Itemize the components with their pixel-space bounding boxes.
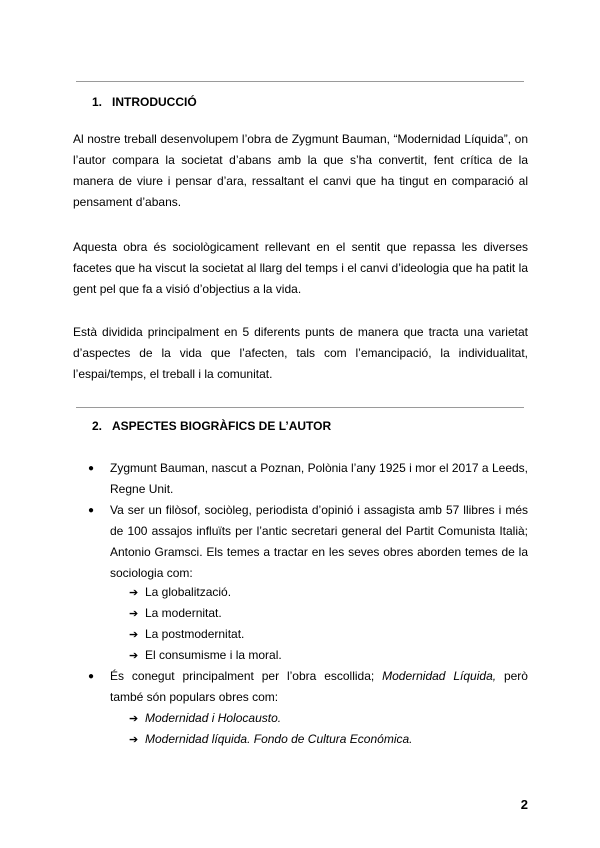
sub-list-item xyxy=(129,624,244,646)
sub-item-text: Modernidad líquida. Fondo de Cultura Económica. xyxy=(145,732,413,746)
section-divider xyxy=(76,81,524,82)
page-number: 2 xyxy=(520,797,528,812)
intro-paragraph-2: Aquesta obra és sociològicament rellevant en el sentit que repassa les diverses facetes que ha viscut la societat al llarg del temps i el canvi d’ideologia que ha patit la gent pel que fa a visió d’objectius a la vida. xyxy=(73,240,528,296)
arrow-icon: ➔ xyxy=(129,650,139,662)
sub-item-text: El consumisme i la moral. xyxy=(145,648,282,662)
list-item xyxy=(88,500,528,584)
arrow-icon: ➔ xyxy=(129,629,139,641)
section-1-heading xyxy=(92,95,197,109)
section-1-title: INTRODUCCIÓ xyxy=(112,95,197,109)
list-item xyxy=(88,458,528,500)
bullet-text: És conegut principalment per l’obra escollida; Modernidad Líquida, però també són populars obres com: xyxy=(110,669,528,704)
sub-list-item xyxy=(129,708,281,730)
list-item xyxy=(88,666,528,708)
bullet-icon: ● xyxy=(88,671,95,682)
intro-paragraph-3: Està dividida principalment en 5 diferents punts de manera que tracta una varietat d’aspectes de la vida que l’afecten, tals com l’emancipació, la individualitat, l’espai/temps, el treball i la comunitat. xyxy=(73,325,528,381)
intro-paragraph-1: Al nostre treball desenvolupem l’obra de Zygmunt Bauman, “Modernidad Líquida”, on l’autor compara la societat d’abans amb la que s’ha convertit, fent crítica de la manera de viure i pensar d’ara, ressaltant el canvi que ha tingut en comparació al pensament d’abans. xyxy=(73,132,528,209)
sub-list-item xyxy=(129,603,222,625)
bullet-icon: ● xyxy=(88,505,95,516)
arrow-icon: ➔ xyxy=(129,734,139,746)
sub-list-item xyxy=(129,645,282,667)
arrow-icon: ➔ xyxy=(129,587,139,599)
sub-item-text: Modernidad i Holocausto. xyxy=(145,711,282,725)
bullet-text: Va ser un filòsof, sociòleg, periodista d’opinió i assagista amb 57 llibres i més de 100 assajos influïts per l’antic secretari general del Partit Comunista Italià; Antonio Gramsci. Els temes a tractar en les seves obres aborden temes de la sociologia com: xyxy=(110,503,528,580)
section-1-number: 1. xyxy=(92,95,103,109)
sub-list-item xyxy=(129,729,413,751)
section-2-heading xyxy=(92,419,331,433)
section-2-number: 2. xyxy=(92,419,103,433)
sub-list-item xyxy=(129,582,231,604)
arrow-icon: ➔ xyxy=(129,608,139,620)
bullet-icon: ● xyxy=(88,463,95,474)
book-title: Modernidad Líquida, xyxy=(382,669,497,683)
bullet-text: Zygmunt Bauman, nascut a Poznan, Polònia l’any 1925 i mor el 2017 a Leeds, Regne Unit. xyxy=(110,461,528,496)
section-divider xyxy=(76,407,524,408)
arrow-icon: ➔ xyxy=(129,713,139,725)
sub-item-text: La globalització. xyxy=(145,585,232,599)
sub-item-text: La modernitat. xyxy=(145,606,222,620)
sub-item-text: La postmodernitat. xyxy=(145,627,245,641)
section-2-title: ASPECTES BIOGRÀFICS DE L’AUTOR xyxy=(112,419,332,433)
